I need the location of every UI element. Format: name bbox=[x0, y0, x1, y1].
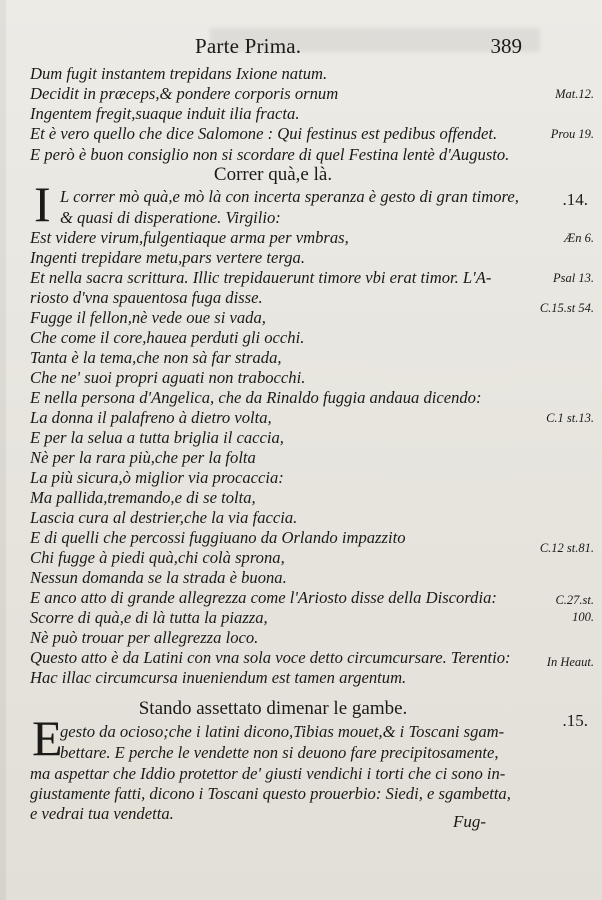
marginal-note: C.1 st.13. bbox=[546, 411, 594, 425]
marginal-note: .14. bbox=[562, 190, 588, 209]
text-line: L correr mò quà,e mò là con incerta speranza è gesto di gran timore, bbox=[60, 187, 519, 206]
text-line: Et nella sacra scrittura. Illic trepidauerunt timore vbi erat timor. L'A- bbox=[30, 268, 492, 287]
text-line: & quasi di disperatione. Virgilio: bbox=[60, 208, 281, 227]
text-line: Nè può trouar per allegrezza loco. bbox=[30, 628, 259, 647]
text-line: e vedrai tua vendetta. bbox=[30, 804, 174, 823]
text-line: Fugge il fellon,nè vede oue si vada, bbox=[30, 308, 266, 327]
marginal-note: C.12 st.81. bbox=[539, 541, 594, 555]
section-heading: Standο assettato dimenar le gambe. bbox=[138, 698, 408, 719]
catchword: Fug- bbox=[452, 812, 486, 831]
text-line: Che ne' suoi propri aguati non trabocchi. bbox=[30, 368, 306, 387]
section-heading: Correr quà,e là. bbox=[213, 164, 333, 185]
marginal-note: 100. bbox=[572, 610, 594, 624]
text-line: bettare. E perche le vendette non si deuono fare precipitosamente, bbox=[60, 743, 499, 762]
marginal-note: In Heaut. bbox=[546, 655, 594, 669]
marginal-note: C.15.st 54. bbox=[539, 301, 594, 315]
text-line: gesto da ocioso;che i latini dicono,Tibias mouet,& i Toscani sgam- bbox=[60, 722, 505, 741]
text-line: Ingentem fregit,suaque induit ilia fracta. bbox=[30, 104, 300, 123]
text-line: Hac illac circumcursa inueniendum est tamen argentum. bbox=[30, 668, 407, 687]
marginal-note: Mat.12. bbox=[555, 87, 594, 101]
page-number: 389 bbox=[490, 34, 522, 58]
text-line: La donna il palafreno à dietro volta, bbox=[30, 408, 272, 427]
text-line: Lascia cura al destrier,che la via faccia. bbox=[30, 508, 298, 527]
marginal-note: .15. bbox=[562, 711, 588, 730]
running-head: Parte Prima. bbox=[195, 34, 302, 58]
marginal-note: Æn 6. bbox=[564, 231, 594, 245]
page-edge-shadow bbox=[0, 0, 6, 900]
text-line: Che come il core,hauea perduti gli occhi. bbox=[30, 328, 305, 347]
text-line: Tanta è la tema,che non sà far strada, bbox=[30, 348, 282, 367]
text-line: Scorre di quà,e di là tutta la piazza, bbox=[30, 608, 268, 627]
text-line: Chi fugge à piedi quà,chi colà sprona, bbox=[30, 548, 285, 567]
text-line: riosto d'vna spauentosa fuga disse. bbox=[30, 288, 263, 307]
drop-cap: I bbox=[34, 176, 51, 232]
text-line: La più sicura,ò miglior via procaccia: bbox=[30, 468, 284, 487]
text-line: E di quelli che percossi fuggiuano da Orlando impazzito bbox=[30, 528, 406, 547]
marginal-note: C.27.st. bbox=[555, 593, 594, 607]
text-line: giustamente fatti, dicono i Toscani questo prouerbio: Siedi, e sgambetta, bbox=[30, 784, 511, 803]
marginal-note: Prou 19. bbox=[550, 127, 594, 141]
text-line: E anco atto di grande allegrezza come l'Ariosto disse della Discordia: bbox=[30, 588, 497, 607]
marginal-note: Psal 13. bbox=[553, 271, 594, 285]
drop-cap: E bbox=[32, 710, 63, 766]
text-line: Est videre virum,fulgentiaque arma per vmbras, bbox=[30, 228, 349, 247]
text-line: Ma pallida,tremando,e di se tolta, bbox=[30, 488, 256, 507]
page-header bbox=[0, 34, 602, 60]
text-line: Nè per la rara più,che per la folta bbox=[30, 448, 256, 467]
text-line: Questo atto è da Latini con vna sola voce detto circumcursare. Terentio: bbox=[30, 648, 511, 667]
text-line: Nessun domanda se la strada è buona. bbox=[30, 568, 287, 587]
text-line: Ingenti trepidare metu,pars vertere terga. bbox=[30, 248, 305, 267]
text-line: Et è vero quello che dice Salomone : Qui festinus est pedibus offendet. bbox=[30, 124, 498, 143]
text-line: Decidit in præceps,& pondere corporis ornum bbox=[30, 84, 339, 103]
text-line: ma aspettar che Iddio protettor de' giusti vendichi i torti che ci sono in- bbox=[30, 764, 506, 783]
text-line: E però è buon consiglio non si scordare di quel Festina lentè d'Augusto. bbox=[30, 145, 510, 164]
text-line: E per la selua a tutta briglia il caccia, bbox=[30, 428, 284, 447]
text-line: E nella persona d'Angelica, che da Rinaldo fuggia andaua dicendo: bbox=[30, 388, 482, 407]
text-line: Dum fugit instantem trepidans Ixione natum. bbox=[30, 64, 328, 83]
